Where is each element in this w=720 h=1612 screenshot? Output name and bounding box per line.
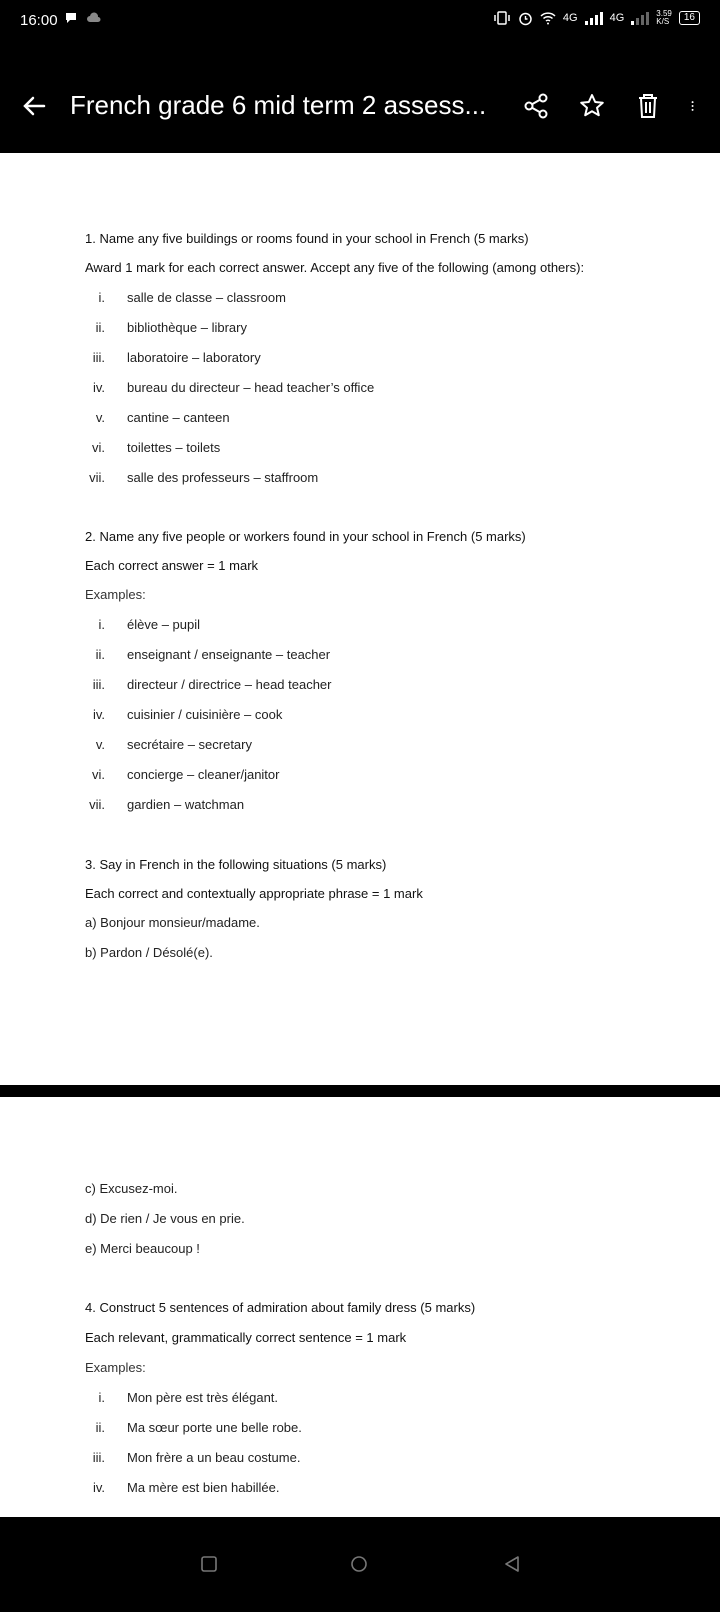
share-icon[interactable] — [522, 92, 550, 120]
q4-item: Mon frère a un beau costume. — [127, 1450, 301, 1465]
q2-item: enseignant / enseignante – teacher — [127, 647, 331, 662]
q2-item: secrétaire – secretary — [127, 737, 252, 752]
q2-item-number: ii. — [95, 647, 105, 662]
alarm-icon — [518, 11, 533, 26]
q1-item: bibliothèque – library — [127, 320, 247, 335]
system-nav-bar — [0, 1517, 720, 1612]
q4-item-number: ii. — [95, 1420, 105, 1435]
q2-item: cuisinier / cuisinière – cook — [127, 707, 283, 722]
q1-heading: 1. Name any five buildings or rooms found in your school in French (5 marks) — [85, 231, 529, 246]
app-bar — [0, 70, 720, 152]
q1-item: cantine – canteen — [127, 410, 230, 425]
q1-note: Award 1 mark for each correct answer. Accept any five of the following (among others): — [85, 260, 585, 275]
document-page-1 — [0, 153, 720, 1085]
q4-item: Mon père est très élégant. — [127, 1390, 279, 1405]
network-type-1: 4G — [562, 12, 578, 24]
q2-examples-label: Examples: — [85, 587, 146, 602]
q1-item-number: iv. — [92, 380, 105, 395]
home-icon[interactable] — [350, 1555, 368, 1573]
star-icon[interactable] — [578, 92, 606, 120]
q2-item: élève – pupil — [127, 617, 200, 632]
q4-heading: 4. Construct 5 sentences of admiration about family dress (5 marks) — [85, 1300, 476, 1315]
q1-item-number: v. — [95, 410, 105, 425]
signal-weak-icon — [631, 11, 649, 25]
q3-answer-b: b) Pardon / Désolé(e). — [85, 945, 213, 960]
back-nav-icon[interactable] — [503, 1555, 521, 1573]
back-arrow-icon[interactable] — [20, 92, 48, 120]
recents-icon[interactable] — [200, 1555, 218, 1573]
q4-item-number: iii. — [92, 1450, 105, 1465]
q2-item-number: v. — [95, 737, 105, 752]
signal-icon — [585, 11, 603, 25]
q2-item: concierge – cleaner/janitor — [127, 767, 280, 782]
q2-heading: 2. Name any five people or workers found in your school in French (5 marks) — [85, 529, 526, 544]
vibrate-icon — [493, 11, 511, 25]
q2-item: directeur / directrice – head teacher — [127, 677, 332, 692]
q2-item-number: iii. — [92, 677, 105, 692]
q3-heading: 3. Say in French in the following situations (5 marks) — [85, 857, 387, 872]
status-time: 16:00 — [20, 12, 58, 29]
q2-note: Each correct answer = 1 mark — [85, 558, 259, 573]
q1-item-number: iii. — [92, 350, 105, 365]
q2-item-number: iv. — [92, 707, 105, 722]
q1-item: bureau du directeur – head teacher’s office — [127, 380, 375, 395]
q1-item-number: vi. — [92, 440, 105, 455]
q3-answer-e: e) Merci beaucoup ! — [85, 1241, 200, 1256]
q3-answer-a: a) Bonjour monsieur/madame. — [85, 915, 260, 930]
q3-note: Each correct and contextually appropriate phrase = 1 mark — [85, 886, 423, 901]
delete-icon[interactable] — [634, 92, 662, 120]
q4-item: Ma sœur porte une belle robe. — [127, 1420, 302, 1435]
q4-examples-label: Examples: — [85, 1360, 146, 1375]
q2-item-number: vii. — [89, 797, 105, 812]
network-type-2: 4G — [609, 12, 625, 24]
q3-answer-d: d) De rien / Je vous en prie. — [85, 1211, 245, 1226]
wifi-icon — [540, 11, 556, 25]
cloud-icon — [86, 11, 102, 25]
q1-item: salle des professeurs – staffroom — [127, 470, 319, 485]
q4-item: Ma mère est bien habillée. — [127, 1480, 280, 1495]
q1-item: salle de classe – classroom — [127, 290, 286, 305]
q4-item-number: i. — [98, 1390, 105, 1405]
q1-item-number: vii. — [89, 470, 105, 485]
q3-answer-c: c) Excusez-moi. — [85, 1181, 178, 1196]
chat-bubble-icon — [64, 11, 78, 25]
q1-item-number: ii. — [95, 320, 105, 335]
battery-icon: 16 — [679, 11, 700, 25]
q1-item: toilettes – toilets — [127, 440, 221, 455]
q2-item: gardien – watchman — [127, 797, 245, 812]
document-title: French grade 6 mid term 2 assess... — [70, 90, 487, 120]
document-page-2 — [0, 1097, 720, 1517]
q4-note: Each relevant, grammatically correct sentence = 1 mark — [85, 1330, 407, 1345]
q2-item-number: i. — [98, 617, 105, 632]
network-speed: 3.59 K/S — [656, 9, 672, 26]
q4-item-number: iv. — [92, 1480, 105, 1495]
q1-item-number: i. — [98, 290, 105, 305]
q1-item: laboratoire – laboratory — [127, 350, 261, 365]
more-options-icon[interactable] — [690, 92, 702, 120]
status-bar — [0, 0, 720, 44]
q2-item-number: vi. — [92, 767, 105, 782]
